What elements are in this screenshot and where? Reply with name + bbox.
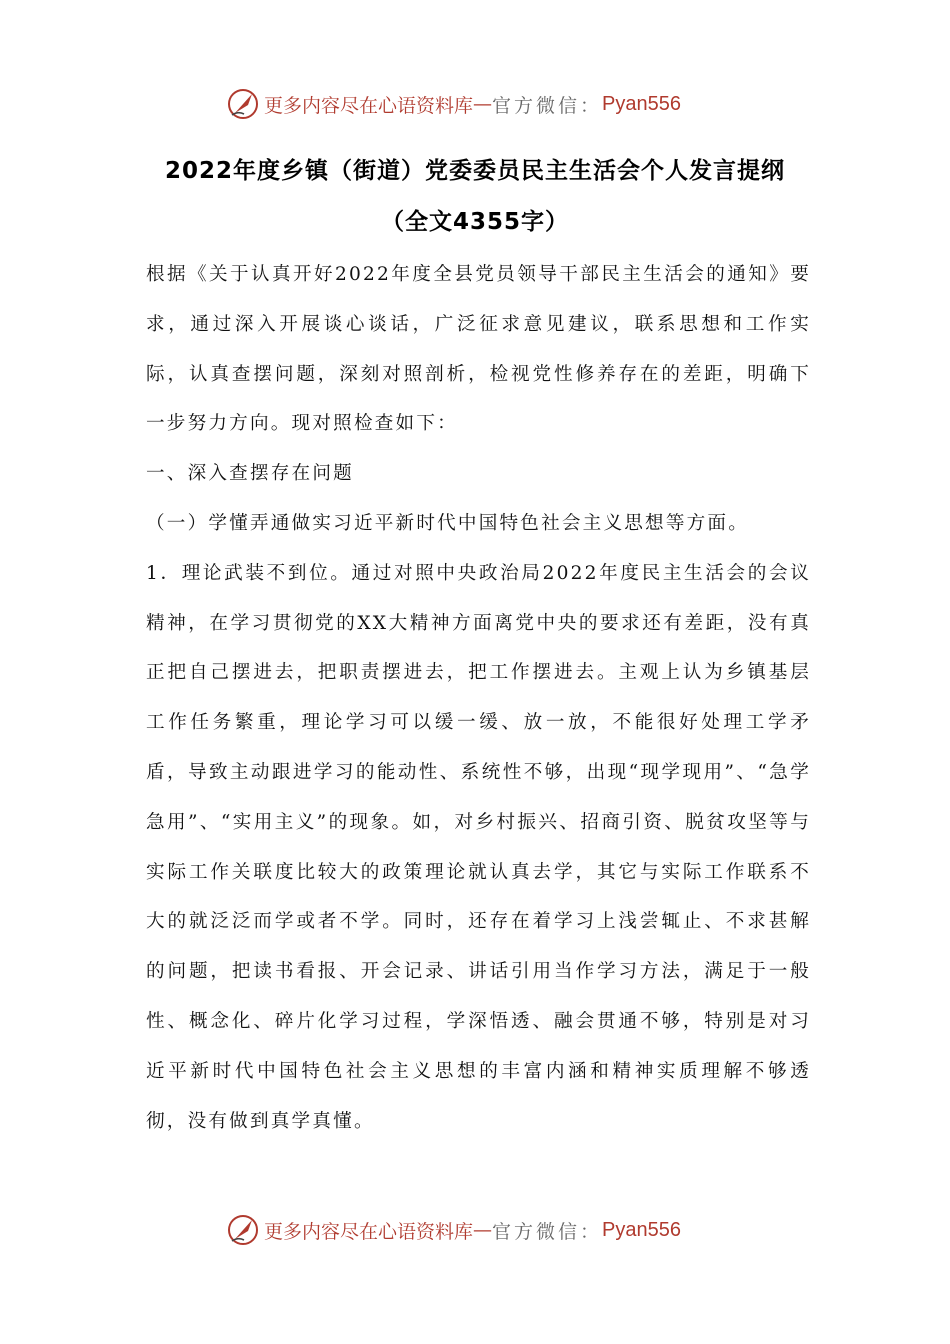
watermark-text: 更多内容尽在心语资料库 (264, 94, 474, 117)
header-watermark (226, 84, 681, 124)
watermark-separator: — (473, 1219, 493, 1241)
quill-logo-icon (226, 1213, 260, 1247)
footer-watermark (226, 1210, 681, 1250)
section-heading: 一、深入查摆存在问题 (146, 463, 354, 485)
watermark-official-label: 官方微信： (492, 94, 603, 117)
document-body (146, 250, 811, 1146)
quill-logo-icon (226, 87, 260, 121)
document-subtitle: （全文4355字） (380, 209, 569, 235)
paragraph-intro: 根据《关于认真开好2022年度全县党员领导干部民主生活会的通知》要求，通过深入开展谈心谈话，广泛征求意见建议，联系思想和工作实际，认真查摆问题，深刻对照剖析，检视党性修养存在的差距，明确下一步努力方向。现对照检查如下： (146, 264, 811, 435)
watermark-wechat-id: Pyan556 (602, 1218, 681, 1241)
watermark-wechat-id: Pyan556 (602, 92, 681, 115)
paragraph-item-1: 1．理论武装不到位。通过对照中央政治局2022年度民主生活会的会议精神，在学习贯彻党的XX大精神方面离党中央的要求还有差距，没有真正把自己摆进去，把职责摆进去，把工作摆进去。主观上认为乡镇基层工作任务繁重，理论学习可以缓一缓、放一放，不能很好处理工学矛盾，导致主动跟进学习的能动性、系统性不够，出现“现学现用”、“急学急用”、“实用主义”的现象。如，对乡村振兴、招商引资、脱贫攻坚等与实际工作关联度比较大的政策理论就认真去学，其它与实际工作联系不大的就泛泛而学或者不学。同时，还存在着学习上浅尝辄止、不求甚解的问题，把读书看报、开会记录、讲话引用当作学习方法，满足于一般性、概念化、碎片化学习过程，学深悟透、融会贯通不够，特别是对习近平新时代中国特色社会主义思想的丰富内涵和精神实质理解不够透彻，没有做到真学真懂。 (146, 562, 811, 1132)
document-title: 2022年度乡镇（街道）党委委员民主生活会个人发言提纲 (164, 158, 785, 184)
watermark-separator: — (473, 93, 493, 115)
watermark-text: 更多内容尽在心语资料库 (264, 1220, 474, 1243)
subsection-heading: （一）学懂弄通做实习近平新时代中国特色社会主义思想等方面。 (146, 512, 750, 534)
watermark-official-label: 官方微信： (492, 1220, 603, 1243)
